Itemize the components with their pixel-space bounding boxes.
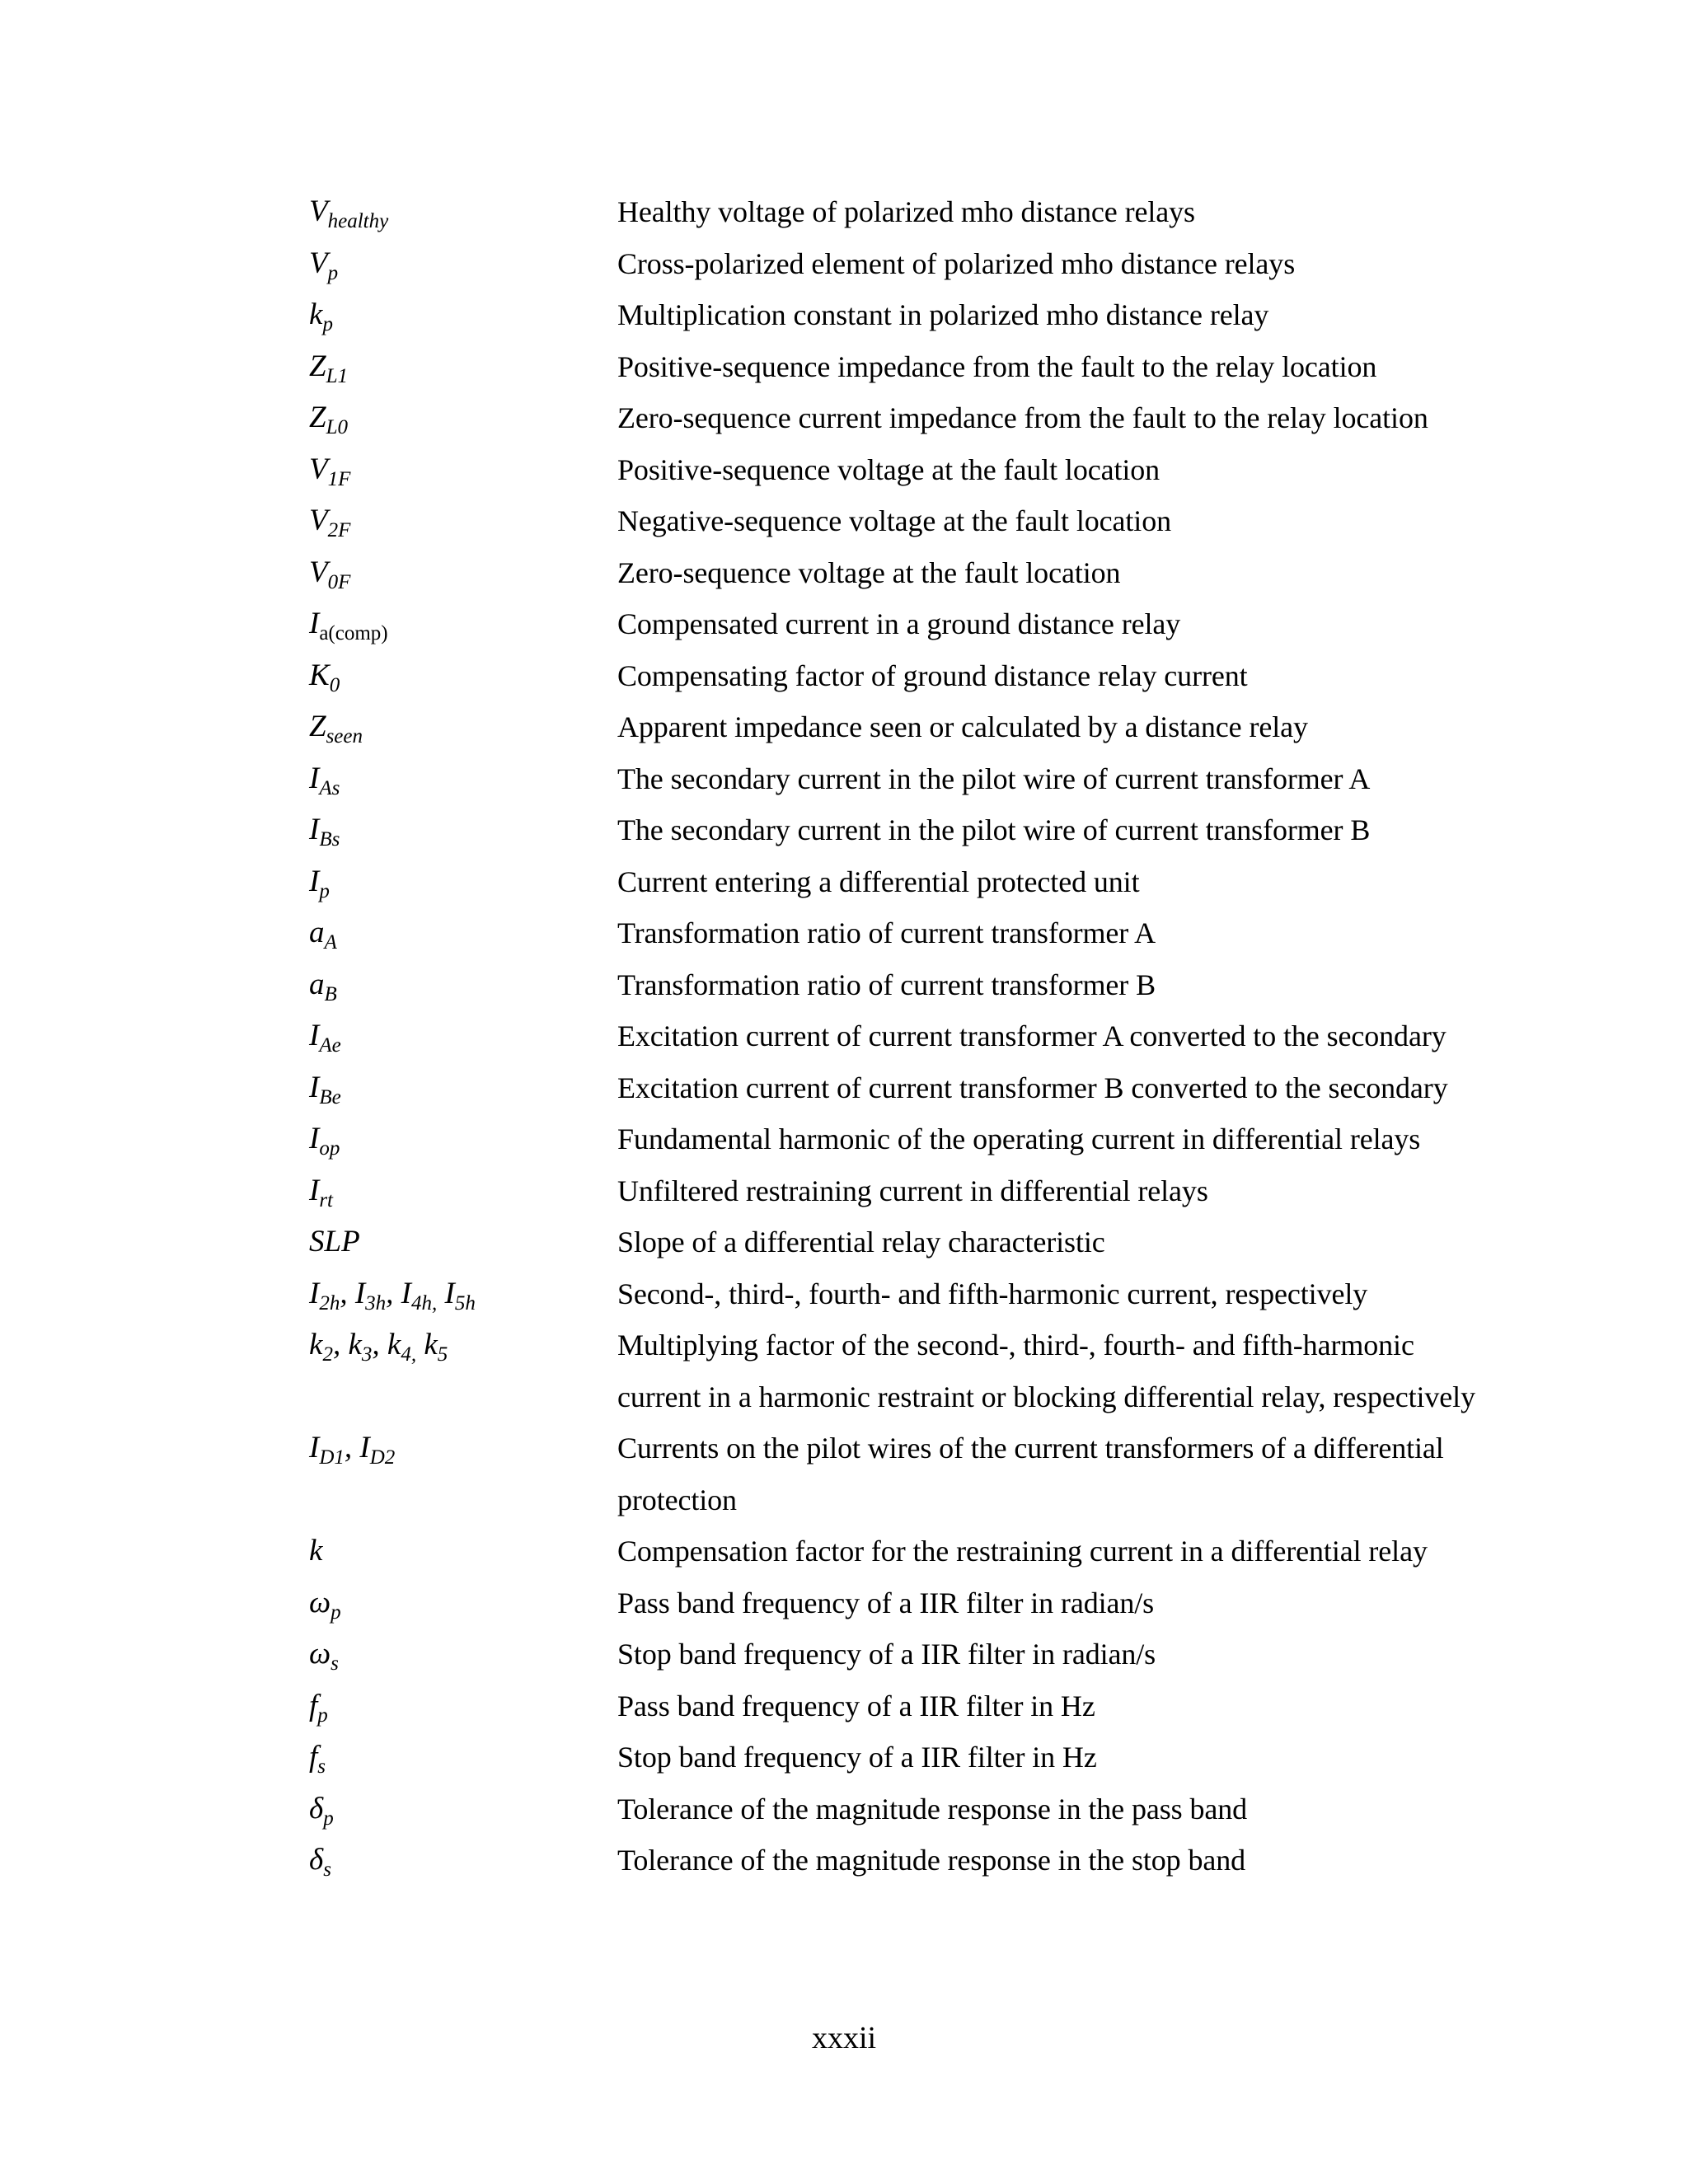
nomenclature-symbol [309,856,617,908]
nomenclature-description: Zero-sequence voltage at the fault location [617,555,1121,589]
symbol-subscript: 2 [322,1343,333,1366]
nomenclature-list [309,186,1479,1886]
nomenclature-description: Unfiltered restraining current in differential relays [617,1174,1208,1207]
nomenclature-description: Multiplying factor of the second-, third-, fourth- and fifth-harmonic current in a harmonic restraint or blocking differential relay, respectively [617,1329,1475,1413]
nomenclature-description: Cross-polarized element of polarized mho distance relays [617,246,1296,280]
symbol-base: I [309,1173,320,1207]
nomenclature-row [309,186,1479,238]
nomenclature-row [309,1835,1479,1886]
symbol-base: Z [309,401,326,434]
symbol-subscript: 5h [454,1291,476,1315]
nomenclature-row [309,701,1479,753]
nomenclature-description: Excitation current of current transformer B converted to the secondary [617,1071,1448,1104]
nomenclature-symbol [309,495,617,547]
nomenclature-description: Tolerance of the magnitude response in the pass band [617,1792,1248,1825]
symbol-base: δ [309,1791,324,1825]
nomenclature-symbol [309,1577,617,1629]
symbol-subscript: p [317,1704,328,1727]
symbol-subscript: D1 [319,1446,345,1469]
symbol-base: I [359,1431,370,1465]
nomenclature-description: Pass band frequency of a IIR filter in radian/s [617,1586,1155,1619]
symbol-base: Z [309,349,326,383]
symbol-subscript: healthy [327,210,389,232]
nomenclature-description: Zero-sequence current impedance from the fault to the relay location [617,401,1428,434]
nomenclature-symbol [309,444,617,496]
nomenclature-description: Positive-sequence voltage at the fault location [617,452,1160,486]
nomenclature-description: Stop band frequency of a IIR filter in radian/s [617,1638,1156,1671]
nomenclature-description: Healthy voltage of polarized mho distance relays [617,195,1195,228]
symbol-subscript: p [327,261,339,284]
symbol-subscript: Ae [319,1034,341,1057]
symbol-base: k [309,1328,323,1361]
nomenclature-row [309,444,1479,496]
symbol-base: f [309,1688,318,1722]
symbol-base: k [387,1328,401,1361]
symbol-subscript: rt [319,1188,334,1212]
symbol-separator: , [332,1328,349,1361]
symbol-subscript: L1 [326,364,348,387]
nomenclature-description: Fundamental harmonic of the operating current in differential relays [617,1122,1421,1155]
symbol-base: a [309,916,325,949]
symbol-base: V [309,246,328,280]
symbol-base: I [309,1276,320,1310]
symbol-separator: , [344,1431,360,1465]
symbol-subscript: p [323,1807,334,1830]
nomenclature-row [309,547,1479,599]
symbol-base: f [309,1740,318,1774]
symbol-base: ω [309,1637,331,1671]
nomenclature-row [309,959,1479,1011]
nomenclature-symbol [309,186,617,238]
nomenclature-symbol [309,1783,617,1835]
nomenclature-description: Apparent impedance seen or calculated by a distance relay [617,710,1308,743]
nomenclature-description: Transformation ratio of current transformer B [617,968,1156,1001]
symbol-subscript: s [323,1858,331,1881]
nomenclature-row [309,495,1479,547]
nomenclature-symbol [309,1835,617,1886]
symbol-subscript: As [319,776,340,799]
nomenclature-symbol [309,1422,617,1474]
nomenclature-symbol [309,804,617,856]
symbol-subscript: 2F [327,519,351,541]
nomenclature-row [309,1629,1479,1680]
nomenclature-row [309,1010,1479,1062]
symbol-separator: , [372,1328,387,1361]
nomenclature-description: Second-, third-, fourth- and fifth-harmonic current, respectively [617,1277,1368,1310]
nomenclature-row [309,341,1479,393]
nomenclature-symbol [309,753,617,805]
nomenclature-row [309,1422,1479,1526]
symbol-base: V [309,555,328,589]
nomenclature-row [309,1216,1479,1268]
symbol-base: I [309,1431,320,1465]
symbol-base: k [309,1534,323,1568]
symbol-base: k [348,1328,362,1361]
nomenclature-row [309,1577,1479,1629]
symbol-subscript: 1F [327,467,351,490]
symbol-base: ω [309,1585,331,1619]
symbol-base: V [309,194,328,228]
symbol-base: I [309,607,320,640]
nomenclature-row [309,907,1479,959]
symbol-base: I [401,1276,411,1310]
nomenclature-description: Stop band frequency of a IIR filter in Hz [617,1741,1097,1774]
nomenclature-description: Compensating factor of ground distance relay current [617,658,1248,692]
nomenclature-row [309,650,1479,702]
nomenclature-symbol [309,1629,617,1680]
symbol-subscript: 5 [437,1343,448,1366]
symbol-base: I [309,761,320,795]
symbol-subscript: 0F [327,570,351,593]
nomenclature-description: Pass band frequency of a IIR filter in Hz [617,1689,1095,1722]
symbol-base: Z [309,710,326,743]
symbol-base: SLP [309,1225,360,1258]
nomenclature-symbol [309,598,617,650]
nomenclature-description: Positive-sequence impedance from the fault to the relay location [617,349,1377,383]
symbol-base: a [309,967,325,1001]
symbol-subscript: 2h [319,1291,340,1315]
nomenclature-description: Transformation ratio of current transformer A [617,916,1156,949]
nomenclature-description: Negative-sequence voltage at the fault location [617,504,1172,537]
nomenclature-description: Compensation factor for the restraining current in a differential relay [617,1535,1428,1568]
symbol-base: k [424,1328,438,1361]
nomenclature-symbol [309,238,617,290]
symbol-subscript: B [324,982,337,1005]
nomenclature-row [309,1165,1479,1217]
page-number: xxxii [811,2021,877,2055]
symbol-subscript: Bs [319,828,340,851]
nomenclature-row [309,1319,1479,1422]
symbol-base: k [309,298,323,331]
nomenclature-symbol [309,289,617,341]
symbol-base: I [309,1122,320,1155]
nomenclature-symbol [309,1113,617,1165]
symbol-base: K [309,658,330,692]
nomenclature-symbol [309,959,617,1011]
nomenclature-symbol [309,1319,617,1371]
nomenclature-symbol [309,1165,617,1217]
nomenclature-row [309,1783,1479,1835]
nomenclature-description: Multiplication constant in polarized mho distance relay [617,298,1269,331]
nomenclature-row [309,753,1479,805]
symbol-subscript: Be [319,1085,341,1108]
nomenclature-description: The secondary current in the pilot wire of current transformer B [617,813,1371,846]
symbol-base: I [309,813,320,846]
symbol-base: δ [309,1843,324,1877]
symbol-subscript: A [324,931,337,954]
nomenclature-row [309,392,1479,444]
symbol-subscript: D2 [369,1446,396,1469]
nomenclature-symbol [309,392,617,444]
symbol-subscript: 3h [365,1291,387,1315]
nomenclature-description: Current entering a differential protected unit [617,865,1140,898]
nomenclature-row [309,856,1479,908]
symbol-subscript: 4h, [410,1291,438,1315]
nomenclature-symbol [309,701,617,753]
nomenclature-description: Compensated current in a ground distance relay [617,607,1181,640]
nomenclature-row [309,238,1479,290]
nomenclature-row [309,804,1479,856]
nomenclature-symbol [309,650,617,702]
symbol-subscript: 0 [329,673,340,696]
symbol-subscript: p [322,313,333,335]
nomenclature-symbol [309,1010,617,1062]
symbol-separator [416,1328,424,1361]
nomenclature-symbol [309,1680,617,1732]
nomenclature-symbol [309,547,617,599]
nomenclature-symbol [309,1062,617,1114]
symbol-base: V [309,504,328,537]
symbol-base: I [444,1276,455,1310]
symbol-base: I [309,864,320,898]
nomenclature-description: Excitation current of current transformer A converted to the secondary [617,1019,1447,1052]
nomenclature-description: The secondary current in the pilot wire of current transformer A [617,762,1371,795]
symbol-subscript: 3 [361,1343,373,1366]
symbol-base: V [309,452,328,486]
nomenclature-symbol [309,907,617,959]
symbol-subscript: op [319,1137,340,1160]
symbol-subscript: seen [326,725,363,748]
nomenclature-row [309,289,1479,341]
nomenclature-row [309,1268,1479,1320]
symbol-base: I [309,1070,320,1104]
symbol-base: I [309,1019,320,1052]
nomenclature-symbol [309,1268,617,1320]
symbol-subscript: p [331,1601,341,1624]
symbol-subscript: a(comp) [319,622,388,644]
nomenclature-symbol [309,1216,617,1268]
nomenclature-description: Currents on the pilot wires of the current transformers of a differential protection [617,1432,1444,1516]
nomenclature-row [309,1732,1479,1783]
nomenclature-row [309,598,1479,650]
symbol-subscript: p [319,879,330,902]
nomenclature-description: Tolerance of the magnitude response in the stop band [617,1844,1246,1877]
symbol-separator: , [386,1276,401,1310]
symbol-separator: , [340,1276,355,1310]
symbol-subscript: s [317,1755,326,1778]
nomenclature-description: Slope of a differential relay characteristic [617,1226,1105,1258]
nomenclature-symbol [309,341,617,393]
symbol-subscript: L0 [326,416,348,438]
symbol-base: I [354,1276,366,1310]
nomenclature-row [309,1526,1479,1577]
nomenclature-symbol [309,1732,617,1783]
nomenclature-row [309,1062,1479,1114]
symbol-subscript: s [331,1652,339,1675]
symbol-subscript: 4, [401,1343,417,1366]
nomenclature-row [309,1113,1479,1165]
nomenclature-row [309,1680,1479,1732]
nomenclature-symbol [309,1526,617,1577]
